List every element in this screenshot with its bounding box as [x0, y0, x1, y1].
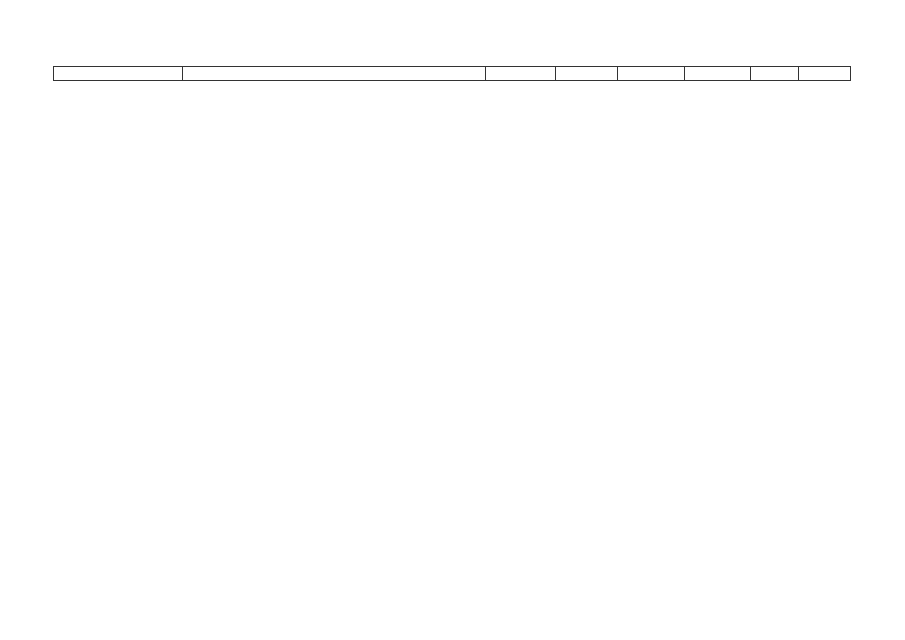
volume-sources-label: [54, 67, 183, 81]
col-2023: [751, 67, 799, 81]
col-2022: [685, 67, 751, 81]
sources-header: [183, 67, 486, 81]
col-2020: [556, 67, 618, 81]
footer-row: [54, 67, 851, 81]
col-total: [486, 67, 556, 81]
indicators-table: [53, 66, 851, 81]
col-2024: [799, 67, 851, 81]
col-2021: [618, 67, 685, 81]
